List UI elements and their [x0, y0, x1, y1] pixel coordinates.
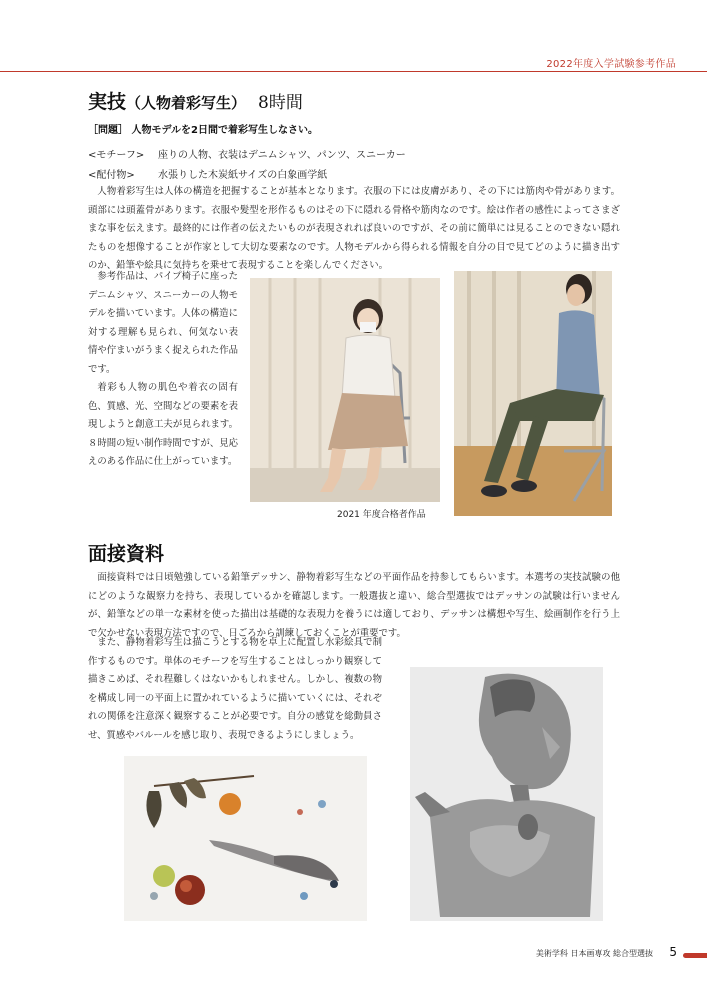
motif-value: 座りの人物、衣装はデニムシャツ、パンツ、スニーカー [158, 150, 406, 161]
supplied-row [88, 166, 327, 181]
section1-heading [88, 87, 303, 114]
section1-body: 人物着彩写生は人体の構造を把握することが基本となります。衣服の下には皮膚があり、その下には筋肉や骨があります。頭部には頭蓋骨があります。衣服や髪型を形作るものはその下に隠れる骨格や筋肉なのです。絵は作者の感性によってさまざまな事を伝えます。最終的には作者の伝えたいものが表現されれば良いのですが、その前に簡単には見ることのできない隠れたものを想像することが作家として大切な要素なのです。人物モデルから得られる情報を自分の目で見てどのように描き出すのか、鉛筆や絵具に気持ちを乗せて表現することを楽しんでください。 [88, 186, 620, 271]
work-caption: 2021 年度合格者作品 [337, 510, 426, 520]
header-tag: 2022年度入学試験参考作品 [546, 59, 676, 70]
header-rule [0, 71, 707, 72]
section1-time: 8時間 [258, 93, 303, 113]
problem-statement: ［問題］ 人物モデルを2日間で着彩写生しなさい。 [88, 125, 318, 136]
motif-key: <モチーフ> [88, 150, 145, 161]
drawing-plaster-bust [410, 667, 603, 921]
footer-accent-bar [683, 953, 707, 958]
supplied-value: 水張りした木炭紙サイズの白象画学紙 [158, 170, 328, 181]
section2-body-1: 面接資料では日頃勉強している鉛筆デッサン、静物着彩写生などの平面作品を持参してもらいます。本選考の実技試験の他にどのような観察力を持ち、表現しているかを確認します。一般選抜と違い、総合型選抜ではデッサンの試験は行いませんが、鉛筆などの単一な素材を使った描出は基礎的な表現力を養うには適しており、デッサンは構想や写生、絵画制作を行う上で欠かせない表現方法ですので、日ごろから訓練しておくことが重要です。 [88, 572, 620, 639]
side-paragraph-1: 参考作品は、パイプ椅子に座ったデニムシャツ、スニーカーの人物モデルを描いています。人体の構造に対する理解も見られ、何気ない表情や佇まいがうまく捉えられた作品です。 [88, 271, 239, 375]
side-paragraph-2: 着彩も人物の肌色や着衣の固有色、質感、光、空間などの要素を表現しようと創意工夫が見られます。８時間の短い制作時間ですが、見応えのある作品に仕上がっています。 [88, 382, 239, 467]
footer-label: 美術学科 日本画専攻 総合型選抜 [535, 949, 653, 958]
painting-seated-white-blouse [250, 278, 440, 502]
section2-body-2: また、静物着彩写生は描こうとする物を卓上に配置し水彩絵具で制作するものです。単体のモチーフを写生することはしっかり観察して描きこめば、それ程難しくはないかもしれません。しかし、複数の物を構成し同一の平面上に置かれているように描いていくには、それぞれの関係を注意深く観察することが必要です。自分の感覚を総動員させ、質感やバルールを感じ取り、表現できるようにしましょう。 [88, 637, 382, 741]
painting-still-life [124, 756, 367, 921]
section1-subtitle: （人物着彩写生） [126, 94, 247, 112]
section2-title: 面接資料 [88, 543, 165, 565]
page-number: 5 [669, 945, 677, 959]
painting-seated-denim-shirt [454, 271, 612, 516]
section1-side-text [88, 268, 238, 472]
motif-row [88, 146, 406, 161]
supplied-key: <配付物> [88, 170, 135, 181]
section1-title: 実技 [88, 91, 127, 113]
